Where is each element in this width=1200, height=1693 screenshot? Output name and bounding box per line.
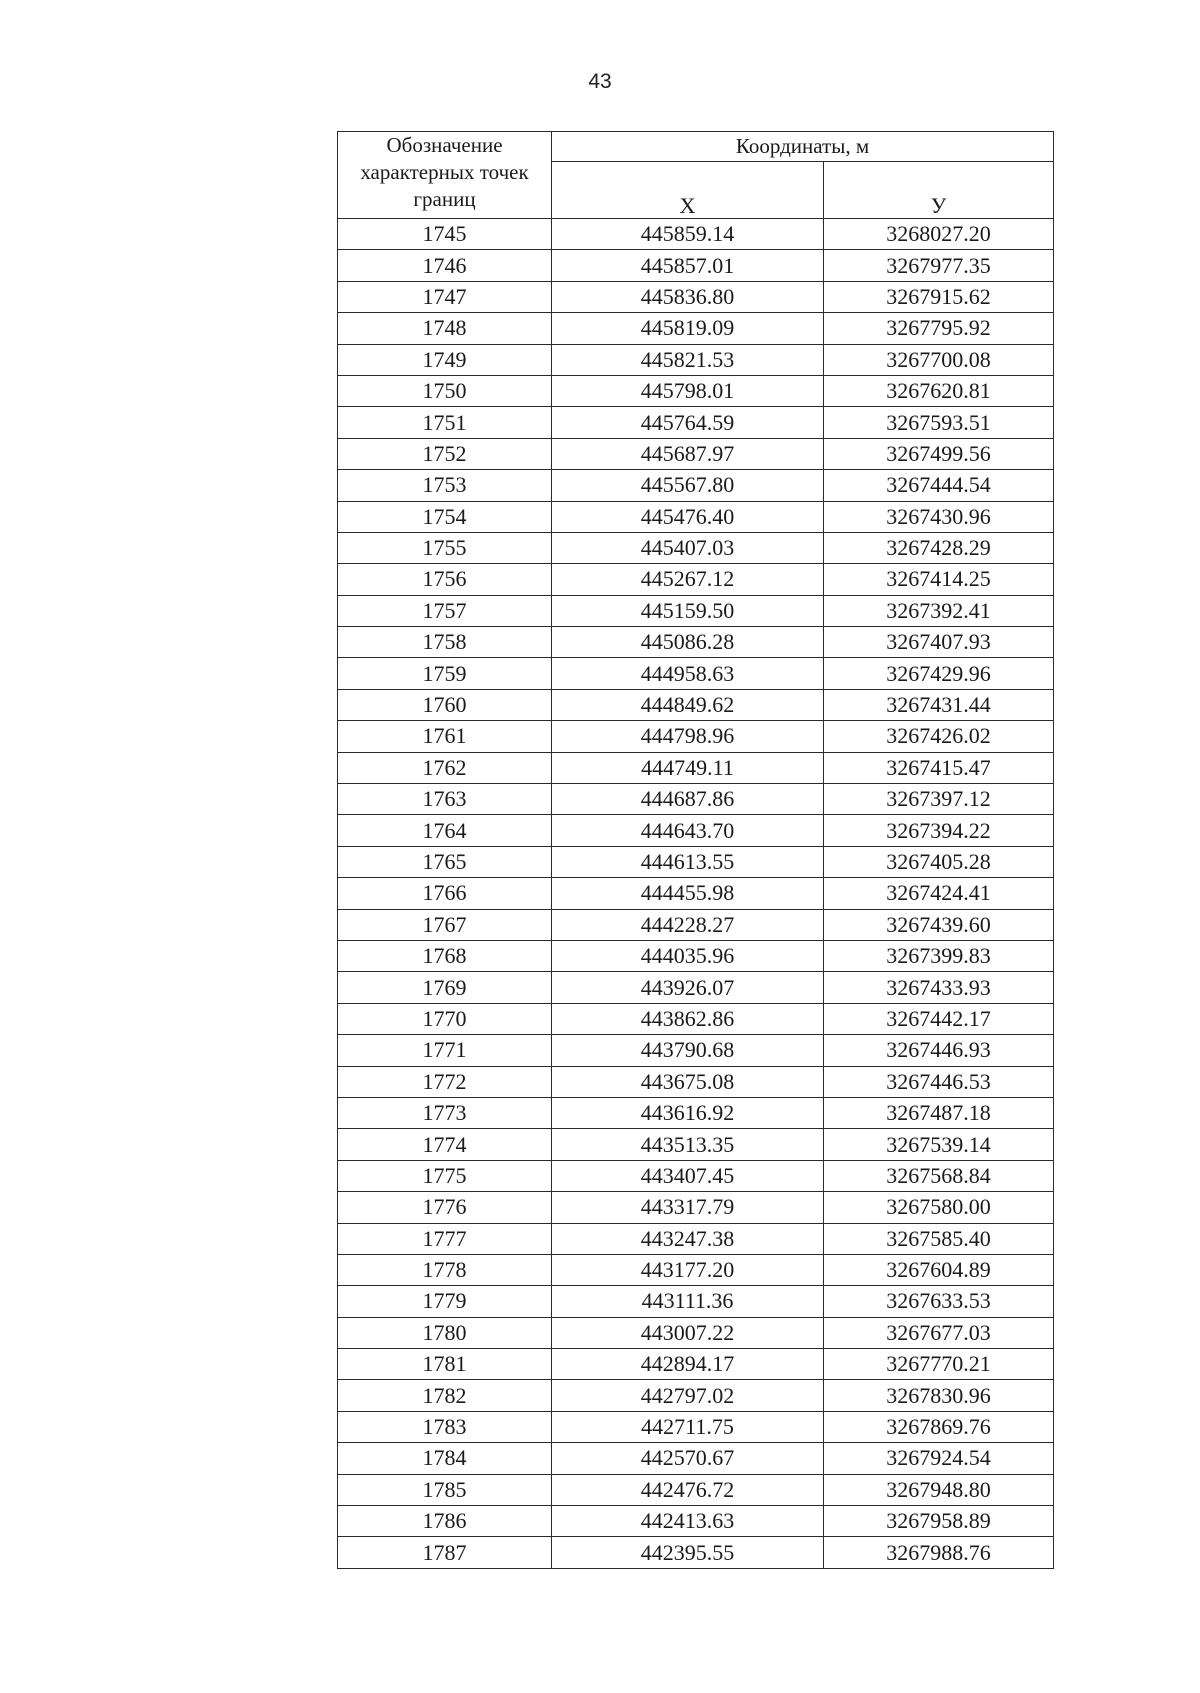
point-id-cell: 1759: [338, 658, 552, 689]
point-id-cell: 1777: [338, 1223, 552, 1254]
y-coordinate-cell: 3267415.47: [824, 752, 1054, 783]
y-coordinate-cell: 3267869.76: [824, 1411, 1054, 1442]
x-coordinate-cell: 442570.67: [552, 1443, 824, 1474]
table-row: [338, 1192, 1054, 1223]
x-coordinate-cell: 445798.01: [552, 375, 824, 406]
table-row: [338, 689, 1054, 720]
point-id-cell: 1776: [338, 1192, 552, 1223]
y-coordinate-cell: 3267958.89: [824, 1506, 1054, 1537]
y-coordinate-cell: 3267446.93: [824, 1035, 1054, 1066]
table-row: [338, 344, 1054, 375]
point-id-cell: 1764: [338, 815, 552, 846]
table-row: [338, 219, 1054, 250]
y-coordinate-cell: 3267568.84: [824, 1160, 1054, 1191]
table-row: [338, 281, 1054, 312]
y-coordinate-cell: 3267446.53: [824, 1066, 1054, 1097]
x-coordinate-cell: 442797.02: [552, 1380, 824, 1411]
table-row: [338, 564, 1054, 595]
point-id-cell: 1758: [338, 627, 552, 658]
table-body: [338, 219, 1054, 1569]
point-id-cell: 1780: [338, 1317, 552, 1348]
point-id-cell: 1768: [338, 940, 552, 971]
table-row: [338, 407, 1054, 438]
x-coordinate-cell: 443407.45: [552, 1160, 824, 1191]
point-id-cell: 1784: [338, 1443, 552, 1474]
point-column-header: [338, 132, 552, 219]
y-coordinate-cell: 3267394.22: [824, 815, 1054, 846]
y-coordinate-cell: 3267499.56: [824, 438, 1054, 469]
point-id-cell: 1761: [338, 721, 552, 752]
table-row: [338, 815, 1054, 846]
x-coordinate-cell: 444849.62: [552, 689, 824, 720]
y-coordinate-cell: 3267795.92: [824, 313, 1054, 344]
table-row: [338, 1129, 1054, 1160]
y-coordinate-cell: 3267414.25: [824, 564, 1054, 595]
x-coordinate-cell: 443616.92: [552, 1097, 824, 1128]
x-coordinate-cell: 445567.80: [552, 470, 824, 501]
point-id-cell: 1750: [338, 375, 552, 406]
table-row: [338, 501, 1054, 532]
y-coordinate-cell: 3267700.08: [824, 344, 1054, 375]
y-coordinate-cell: 3267593.51: [824, 407, 1054, 438]
x-coordinate-cell: 443513.35: [552, 1129, 824, 1160]
x-coordinate-cell: 443675.08: [552, 1066, 824, 1097]
x-coordinate-cell: 445267.12: [552, 564, 824, 595]
x-coordinate-cell: 443177.20: [552, 1254, 824, 1285]
x-coordinate-cell: 444687.86: [552, 784, 824, 815]
table-row: [338, 532, 1054, 563]
table-row: [338, 784, 1054, 815]
table-row: [338, 438, 1054, 469]
point-id-cell: 1773: [338, 1097, 552, 1128]
x-coordinate-cell: 445764.59: [552, 407, 824, 438]
y-column-label: У: [930, 193, 947, 218]
x-coordinate-cell: 443317.79: [552, 1192, 824, 1223]
point-id-cell: 1749: [338, 344, 552, 375]
coordinates-table: [337, 131, 1054, 1569]
x-coordinate-cell: 442711.75: [552, 1411, 824, 1442]
point-id-cell: 1783: [338, 1411, 552, 1442]
y-coordinate-cell: 3267620.81: [824, 375, 1054, 406]
point-id-cell: 1770: [338, 1003, 552, 1034]
table-row: [338, 1035, 1054, 1066]
y-coordinate-cell: 3268027.20: [824, 219, 1054, 250]
x-coordinate-cell: 445821.53: [552, 344, 824, 375]
y-coordinate-cell: 3267392.41: [824, 595, 1054, 626]
x-coordinate-cell: 445836.80: [552, 281, 824, 312]
y-coordinate-cell: 3267433.93: [824, 972, 1054, 1003]
x-column-label: X: [679, 193, 696, 218]
table-row: [338, 627, 1054, 658]
x-coordinate-cell: 443007.22: [552, 1317, 824, 1348]
table-row: [338, 313, 1054, 344]
table-row: [338, 972, 1054, 1003]
point-id-cell: 1785: [338, 1474, 552, 1505]
table-row: [338, 752, 1054, 783]
x-coordinate-cell: 443111.36: [552, 1286, 824, 1317]
point-id-cell: 1748: [338, 313, 552, 344]
x-coordinate-cell: 443862.86: [552, 1003, 824, 1034]
table-row: [338, 1349, 1054, 1380]
x-coordinate-cell: 443790.68: [552, 1035, 824, 1066]
y-coordinate-cell: 3267429.96: [824, 658, 1054, 689]
table-row: [338, 658, 1054, 689]
y-coordinate-cell: 3267426.02: [824, 721, 1054, 752]
table-row: [338, 1254, 1054, 1285]
point-id-cell: 1756: [338, 564, 552, 595]
table-row: [338, 250, 1054, 281]
point-id-cell: 1774: [338, 1129, 552, 1160]
y-coordinate-cell: 3267633.53: [824, 1286, 1054, 1317]
y-coordinate-cell: 3267424.41: [824, 878, 1054, 909]
point-id-cell: 1760: [338, 689, 552, 720]
y-coordinate-cell: 3267677.03: [824, 1317, 1054, 1348]
x-coordinate-cell: 443926.07: [552, 972, 824, 1003]
x-coordinate-cell: 444798.96: [552, 721, 824, 752]
point-id-cell: 1762: [338, 752, 552, 783]
y-coordinate-cell: 3267580.00: [824, 1192, 1054, 1223]
point-id-cell: 1787: [338, 1537, 552, 1568]
y-coordinate-cell: 3267439.60: [824, 909, 1054, 940]
point-id-cell: 1763: [338, 784, 552, 815]
point-id-cell: 1771: [338, 1035, 552, 1066]
coordinates-group-header: [552, 132, 1054, 162]
table-row: [338, 375, 1054, 406]
point-id-cell: 1779: [338, 1286, 552, 1317]
point-id-cell: 1778: [338, 1254, 552, 1285]
point-id-cell: 1786: [338, 1506, 552, 1537]
y-coordinate-cell: 3267407.93: [824, 627, 1054, 658]
table-header: [338, 132, 1054, 219]
table-row: [338, 1317, 1054, 1348]
table-row: [338, 470, 1054, 501]
x-coordinate-cell: 445859.14: [552, 219, 824, 250]
y-coordinate-cell: 3267431.44: [824, 689, 1054, 720]
y-coordinate-cell: 3267585.40: [824, 1223, 1054, 1254]
table-row: [338, 595, 1054, 626]
y-coordinate-cell: 3267948.80: [824, 1474, 1054, 1505]
coordinates-group-label: Координаты, м: [735, 134, 870, 158]
point-id-cell: 1747: [338, 281, 552, 312]
table-row: [338, 1411, 1054, 1442]
y-column-header: [824, 162, 1054, 219]
y-coordinate-cell: 3267442.17: [824, 1003, 1054, 1034]
y-coordinate-cell: 3267405.28: [824, 846, 1054, 877]
point-id-cell: 1753: [338, 470, 552, 501]
table-row: [338, 1097, 1054, 1128]
table-row: [338, 846, 1054, 877]
point-id-cell: 1751: [338, 407, 552, 438]
table-row: [338, 1380, 1054, 1411]
x-column-header: [552, 162, 824, 219]
y-coordinate-cell: 3267770.21: [824, 1349, 1054, 1380]
y-coordinate-cell: 3267604.89: [824, 1254, 1054, 1285]
y-coordinate-cell: 3267487.18: [824, 1097, 1054, 1128]
table-row: [338, 940, 1054, 971]
point-column-label: Обозначение характерных точек границ: [360, 133, 529, 211]
x-coordinate-cell: 445687.97: [552, 438, 824, 469]
table-row: [338, 721, 1054, 752]
x-coordinate-cell: 445857.01: [552, 250, 824, 281]
table-row: [338, 1223, 1054, 1254]
point-id-cell: 1757: [338, 595, 552, 626]
point-id-cell: 1752: [338, 438, 552, 469]
point-id-cell: 1765: [338, 846, 552, 877]
x-coordinate-cell: 444643.70: [552, 815, 824, 846]
table-row: [338, 1474, 1054, 1505]
x-coordinate-cell: 444749.11: [552, 752, 824, 783]
y-coordinate-cell: 3267397.12: [824, 784, 1054, 815]
x-coordinate-cell: 443247.38: [552, 1223, 824, 1254]
y-coordinate-cell: 3267399.83: [824, 940, 1054, 971]
point-id-cell: 1755: [338, 532, 552, 563]
y-coordinate-cell: 3267915.62: [824, 281, 1054, 312]
x-coordinate-cell: 445159.50: [552, 595, 824, 626]
x-coordinate-cell: 442476.72: [552, 1474, 824, 1505]
table-row: [338, 1443, 1054, 1474]
page-number: 43: [588, 70, 612, 93]
table-row: [338, 1066, 1054, 1097]
y-coordinate-cell: 3267428.29: [824, 532, 1054, 563]
x-coordinate-cell: 445407.03: [552, 532, 824, 563]
x-coordinate-cell: 444613.55: [552, 846, 824, 877]
x-coordinate-cell: 445819.09: [552, 313, 824, 344]
point-id-cell: 1745: [338, 219, 552, 250]
table-row: [338, 1537, 1054, 1568]
point-id-cell: 1769: [338, 972, 552, 1003]
x-coordinate-cell: 444455.98: [552, 878, 824, 909]
x-coordinate-cell: 444035.96: [552, 940, 824, 971]
x-coordinate-cell: 442395.55: [552, 1537, 824, 1568]
table-row: [338, 878, 1054, 909]
x-coordinate-cell: 445476.40: [552, 501, 824, 532]
x-coordinate-cell: 442413.63: [552, 1506, 824, 1537]
point-id-cell: 1781: [338, 1349, 552, 1380]
point-id-cell: 1775: [338, 1160, 552, 1191]
y-coordinate-cell: 3267430.96: [824, 501, 1054, 532]
table-row: [338, 909, 1054, 940]
y-coordinate-cell: 3267924.54: [824, 1443, 1054, 1474]
y-coordinate-cell: 3267539.14: [824, 1129, 1054, 1160]
y-coordinate-cell: 3267830.96: [824, 1380, 1054, 1411]
y-coordinate-cell: 3267988.76: [824, 1537, 1054, 1568]
y-coordinate-cell: 3267977.35: [824, 250, 1054, 281]
x-coordinate-cell: 444958.63: [552, 658, 824, 689]
table-row: [338, 1506, 1054, 1537]
table-row: [338, 1286, 1054, 1317]
point-id-cell: 1767: [338, 909, 552, 940]
table-row: [338, 1003, 1054, 1034]
point-id-cell: 1766: [338, 878, 552, 909]
x-coordinate-cell: 444228.27: [552, 909, 824, 940]
point-id-cell: 1772: [338, 1066, 552, 1097]
table-row: [338, 1160, 1054, 1191]
point-id-cell: 1754: [338, 501, 552, 532]
y-coordinate-cell: 3267444.54: [824, 470, 1054, 501]
x-coordinate-cell: 445086.28: [552, 627, 824, 658]
point-id-cell: 1746: [338, 250, 552, 281]
x-coordinate-cell: 442894.17: [552, 1349, 824, 1380]
point-id-cell: 1782: [338, 1380, 552, 1411]
